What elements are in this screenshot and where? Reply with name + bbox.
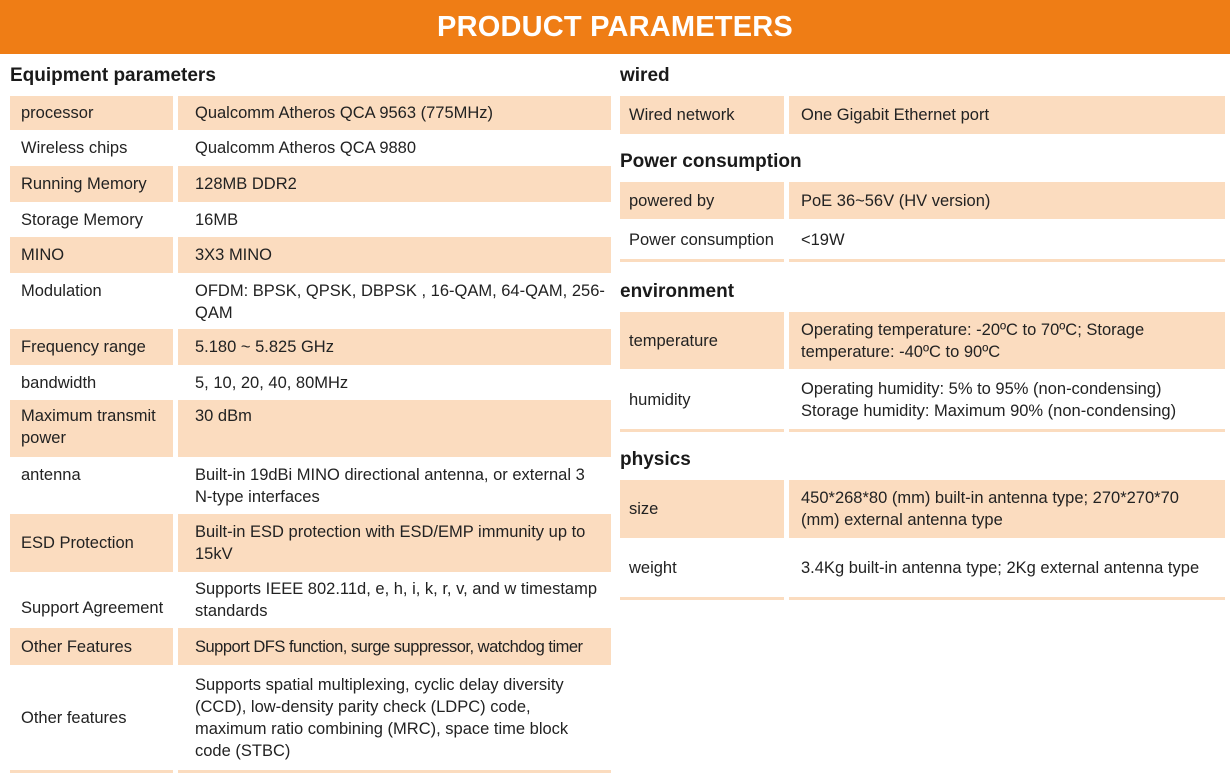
param-value: Operating temperature: -20ºC to 70ºC; Storage temperature: -40ºC to 90ºC bbox=[789, 312, 1225, 369]
param-value: 5.180 ~ 5.825 GHz bbox=[178, 329, 611, 365]
table-row bbox=[0, 366, 612, 399]
param-label: temperature bbox=[620, 312, 784, 369]
param-label: Wireless chips bbox=[21, 139, 128, 157]
page-title: PRODUCT PARAMETERS bbox=[437, 10, 793, 43]
param-value: Qualcomm Atheros QCA 9563 (775MHz) bbox=[178, 96, 611, 130]
param-label: Wired network bbox=[620, 96, 784, 134]
param-label: humidity bbox=[620, 370, 784, 432]
param-value: Supports spatial multiplexing, cyclic delay diversity (CCD), low-density parity check (LDPC) code, maximum ratio combining (MRC), space time block code (STBC) bbox=[178, 666, 611, 773]
page-banner bbox=[0, 0, 1230, 54]
param-label: Power consumption bbox=[620, 220, 784, 262]
table-row bbox=[0, 514, 612, 572]
table-row bbox=[614, 182, 1230, 219]
param-value: 3X3 MINO bbox=[178, 237, 611, 273]
table-row bbox=[614, 96, 1230, 134]
param-value: <19W bbox=[789, 220, 1225, 262]
table-row bbox=[0, 329, 612, 365]
table-row bbox=[0, 96, 612, 130]
param-value: Qualcomm Atheros QCA 9880 bbox=[195, 139, 417, 157]
param-value: 30 dBm bbox=[178, 400, 611, 457]
param-label: ESD Protection bbox=[10, 514, 173, 572]
table-row bbox=[0, 400, 612, 457]
table-row bbox=[0, 458, 612, 513]
param-label: Other features bbox=[10, 666, 173, 773]
equipment-section-title: Equipment parameters bbox=[10, 65, 216, 86]
param-label: size bbox=[620, 480, 784, 538]
table-row bbox=[614, 370, 1230, 432]
param-label: Modulation bbox=[21, 282, 102, 300]
param-label: Running Memory bbox=[10, 166, 173, 202]
param-value: 16MB bbox=[195, 210, 239, 229]
power-section-title: Power consumption bbox=[620, 151, 802, 172]
table-row bbox=[0, 166, 612, 202]
param-value: 3.4Kg built-in antenna type; 2Kg external antenna type bbox=[789, 539, 1225, 600]
table-row bbox=[0, 274, 612, 328]
param-label: MINO bbox=[10, 237, 173, 273]
param-value: 450*268*80 (mm) built-in antenna type; 270*270*70 (mm) external antenna type bbox=[789, 480, 1225, 538]
physics-section-title: physics bbox=[620, 449, 691, 470]
param-value: OFDM: BPSK, QPSK, DBPSK , 16-QAM, 64-QAM, 256-QAM bbox=[195, 282, 605, 322]
table-row bbox=[0, 666, 612, 773]
param-value: Supports IEEE 802.11d, e, h, i, k, r, v, and w timestamp standards bbox=[195, 580, 598, 620]
table-row bbox=[0, 203, 612, 236]
table-row bbox=[0, 573, 612, 627]
param-label: Frequency range bbox=[10, 329, 173, 365]
param-value: Built-in ESD protection with ESD/EMP immunity up to 15kV bbox=[178, 514, 611, 572]
param-label: weight bbox=[620, 539, 784, 600]
environment-section-title: environment bbox=[620, 281, 735, 302]
param-label: processor bbox=[10, 96, 173, 130]
table-row bbox=[614, 480, 1230, 538]
table-row bbox=[0, 628, 612, 665]
table-row bbox=[614, 539, 1230, 600]
param-value: Operating humidity: 5% to 95% (non-condensing) Storage humidity: Maximum 90% (non-condensing) bbox=[789, 370, 1225, 432]
param-label: Maximum transmit power bbox=[10, 400, 173, 457]
param-label: powered by bbox=[620, 182, 784, 219]
param-value: 128MB DDR2 bbox=[178, 166, 611, 202]
param-label: bandwidth bbox=[21, 373, 97, 392]
param-value: 5, 10, 20, 40, 80MHz bbox=[195, 373, 349, 392]
table-row bbox=[0, 237, 612, 273]
param-value: One Gigabit Ethernet port bbox=[789, 96, 1225, 134]
param-value: Support DFS function, surge suppressor, watchdog timer bbox=[178, 628, 611, 665]
wired-section-title: wired bbox=[620, 65, 670, 86]
param-label: antenna bbox=[21, 466, 81, 484]
param-value: Built-in 19dBi MINO directional antenna, or external 3 N-type interfaces bbox=[195, 466, 585, 506]
param-value: PoE 36~56V (HV version) bbox=[789, 182, 1225, 219]
table-row bbox=[0, 131, 612, 165]
table-row bbox=[614, 312, 1230, 369]
param-label: Storage Memory bbox=[21, 210, 143, 229]
param-label: Support Agreement bbox=[21, 599, 164, 617]
table-row bbox=[614, 220, 1230, 262]
param-label: Other Features bbox=[10, 628, 173, 665]
